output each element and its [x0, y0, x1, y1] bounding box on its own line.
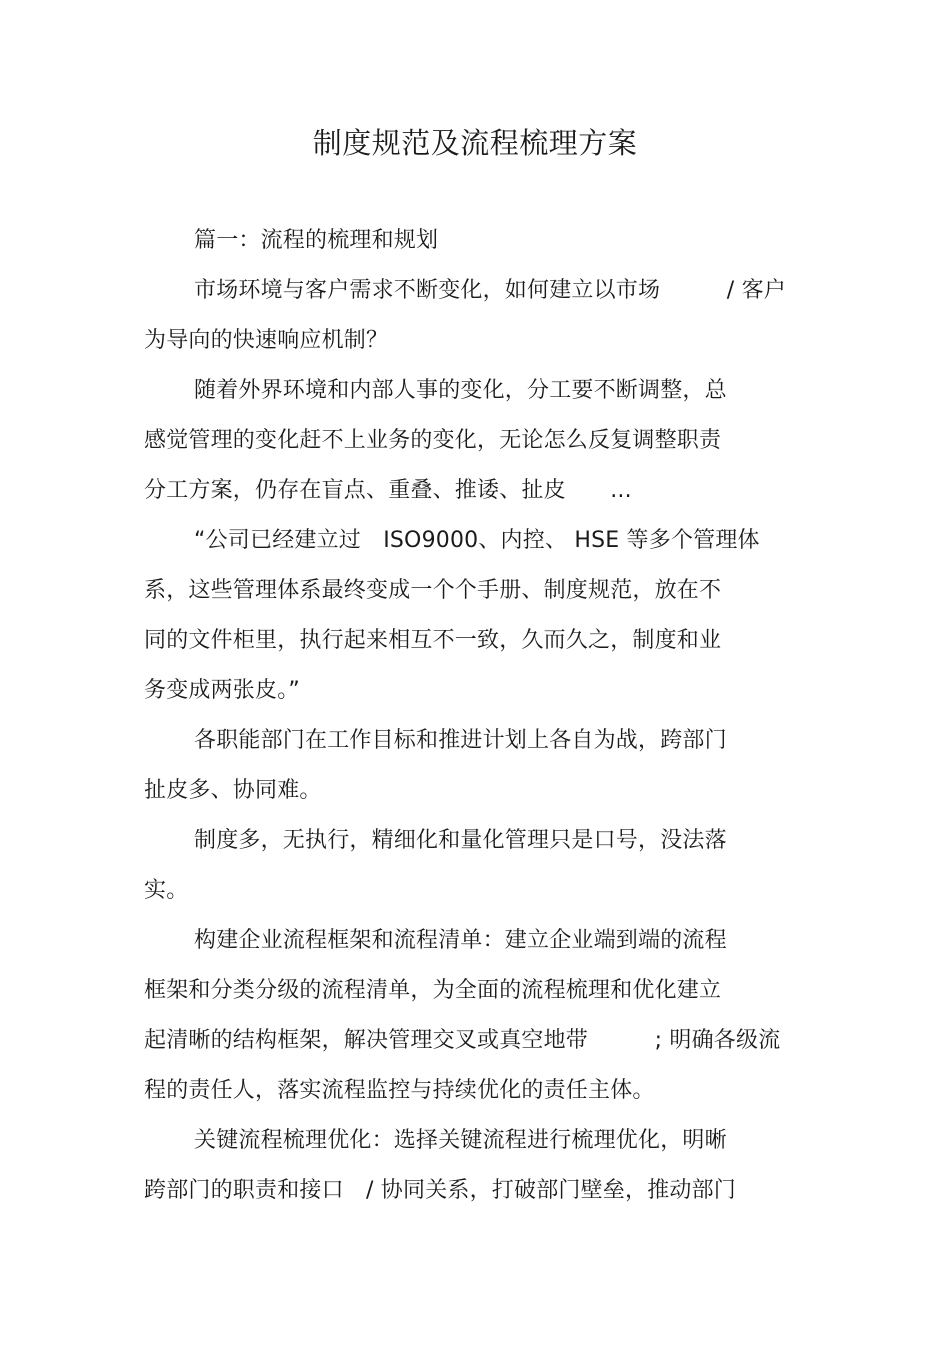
paragraph-line: 关键流程梳理优化：选择关键流程进行梳理优化，明晰 [194, 1128, 727, 1153]
paragraph-line: 制度多，无执行，精细化和量化管理只是口号，没法落 [194, 828, 727, 853]
paragraph-line: 感觉管理的变化赶不上业务的变化，无论怎么反复调整职责 [144, 428, 722, 453]
paragraph-line: 分工方案，仍存在盲点、重叠、推诿、扯皮 ... [144, 478, 632, 503]
paragraph-line: 实。 [144, 878, 189, 903]
paragraph-line: 市场环境与客户需求不断变化，如何建立以市场 / 客户 [194, 278, 787, 303]
paragraph-line: 程的责任人，落实流程监控与持续优化的责任主体。 [144, 1078, 655, 1103]
paragraph-line: 同的文件柜里，执行起来相互不一致，久而久之，制度和业 [144, 628, 722, 653]
paragraph-line: 随着外界环境和内部人事的变化，分工要不断调整，总 [194, 378, 727, 403]
document-title: 制度规范及流程梳理方案 [312, 126, 638, 160]
paragraph-line: “公司已经建立过 ISO9000、内控、 HSE 等多个管理体 [194, 528, 760, 553]
section-heading: 篇一：流程的梳理和规划 [194, 228, 439, 253]
paragraph-line: 扯皮多、协同难。 [144, 778, 322, 803]
paragraph-line: 为导向的快速响应机制？ [144, 328, 389, 353]
paragraph-line: 构建企业流程框架和流程清单：建立企业端到端的流程 [194, 928, 727, 953]
paragraph-line: 起清晰的结构框架，解决管理交叉或真空地带 ; 明确各级流 [144, 1028, 781, 1053]
paragraph-line: 系，这些管理体系最终变成一个个手册、制度规范，放在不 [144, 578, 722, 603]
paragraph-line: 框架和分类分级的流程清单，为全面的流程梳理和优化建立 [144, 978, 722, 1003]
paragraph-line: 跨部门的职责和接口 / 协同关系，打破部门壁垒，推动部门 [144, 1178, 737, 1203]
paragraph-line: 务变成两张皮。” [144, 678, 300, 703]
paragraph-line: 各职能部门在工作目标和推进计划上各自为战，跨部门 [194, 728, 727, 753]
